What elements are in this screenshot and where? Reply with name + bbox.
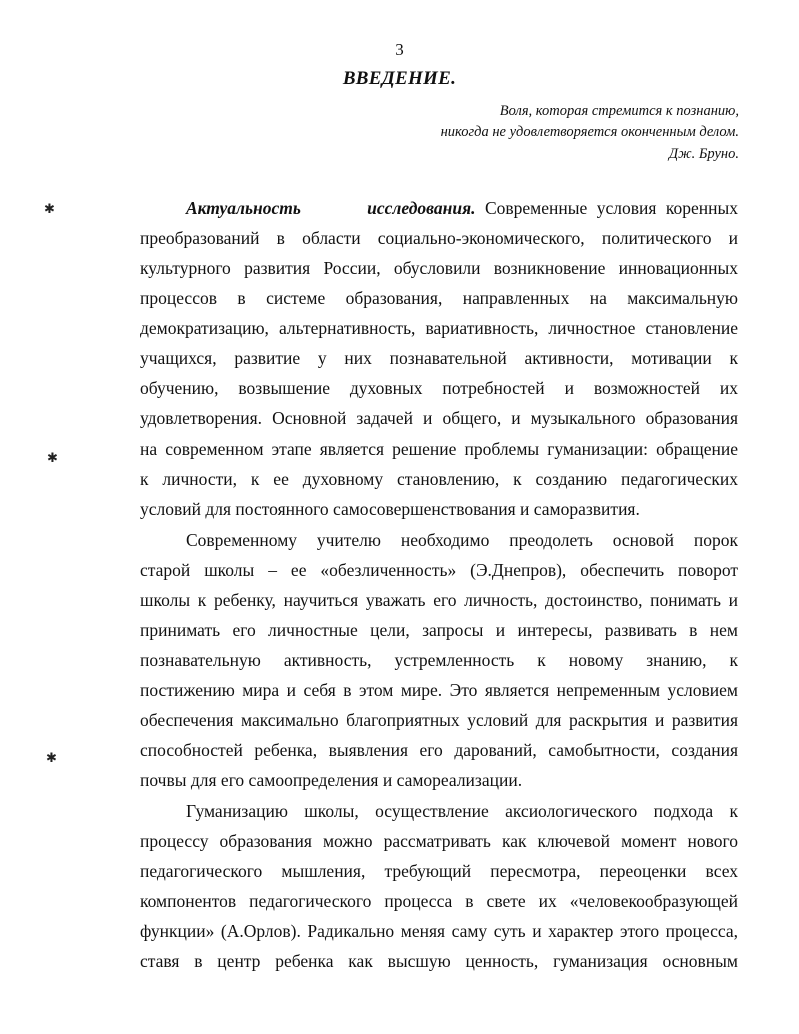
- text-run: Современные условия коренных: [475, 198, 738, 218]
- paragraph-line: почвы для его самоопределения и самореализации.: [140, 770, 523, 790]
- paragraph-line: принимать его личностные цели, запросы и интересы, развивать в нем: [140, 620, 738, 640]
- paragraph-line: процессу образования можно рассматривать как ключевой момент нового: [140, 831, 738, 851]
- paragraph-line: обеспечения максимально благоприятных условий для раскрытия и развития: [140, 710, 738, 730]
- paragraph-line: [186, 198, 738, 218]
- paragraph-line: к личности, к ее духовному становлению, к созданию педагогических: [140, 469, 738, 489]
- epigraph: [441, 101, 739, 143]
- paragraph-line: удовлетворения. Основной задачей и общего, и музыкального образования: [140, 408, 738, 428]
- paragraph-line: процессов в системе образования, направленных на максимальную: [140, 288, 738, 308]
- margin-mark: ✱: [46, 750, 57, 765]
- lead-term: Актуальность: [186, 198, 301, 218]
- page-number: 3: [395, 40, 404, 59]
- paragraph-line: на современном этапе является решение проблемы гуманизации: обращение: [140, 439, 738, 459]
- paragraph-line: Современному учителю необходимо преодолеть основой порок: [186, 530, 738, 550]
- paragraph-line: преобразований в области социально-экономического, политического и: [140, 228, 738, 248]
- margin-mark: ✱: [47, 450, 58, 465]
- lead-term: исследования.: [367, 198, 476, 218]
- paragraph-line: компонентов педагогического процесса в свете их «человекообразующей: [140, 891, 738, 911]
- paragraph-line: Гуманизацию школы, осуществление аксиологического подхода к: [186, 801, 738, 821]
- paragraph-line: условий для постоянного самосовершенствования и саморазвития.: [140, 499, 640, 519]
- paragraph-line: культурного развития России, обусловили возникновение инновационных: [140, 258, 738, 278]
- paragraph-line: старой школы – ее «обезличенность» (Э.Днепров), обеспечить поворот: [140, 560, 738, 580]
- margin-mark: ✱: [44, 201, 55, 216]
- paragraph-line: ставя в центр ребенка как высшую ценность, гуманизация основным: [140, 951, 738, 971]
- epigraph-author: Дж. Бруно.: [668, 146, 739, 162]
- epigraph-line: Воля, которая стремится к познанию,: [499, 103, 739, 119]
- page-title: ВВЕДЕНИЕ.: [342, 68, 457, 89]
- paragraph-line: функции» (А.Орлов). Радикально меняя саму суть и характер этого процесса,: [140, 921, 738, 941]
- paragraph-line: постижению мира и себя в этом мире. Это является непременным условием: [140, 680, 738, 700]
- paragraph-line: обучению, возвышение духовных потребностей и возможностей их: [140, 378, 738, 398]
- paragraph-line: учащихся, развитие у них познавательной активности, мотивации к: [140, 348, 738, 368]
- paragraph-line: школы к ребенку, научиться уважать его личность, достоинство, понимать и: [140, 590, 738, 610]
- paragraph-line: демократизацию, альтернативность, вариативность, личностное становление: [140, 318, 738, 338]
- paragraph-line: способностей ребенка, выявления его дарований, самобытности, создания: [140, 740, 738, 760]
- paragraph-line: педагогического мышления, требующий пересмотра, переоценки всех: [140, 861, 738, 881]
- epigraph-line: никогда не удовлетворяется оконченным делом.: [440, 124, 739, 140]
- paragraph-line: познавательную активность, устремленность к новому знанию, к: [140, 650, 738, 670]
